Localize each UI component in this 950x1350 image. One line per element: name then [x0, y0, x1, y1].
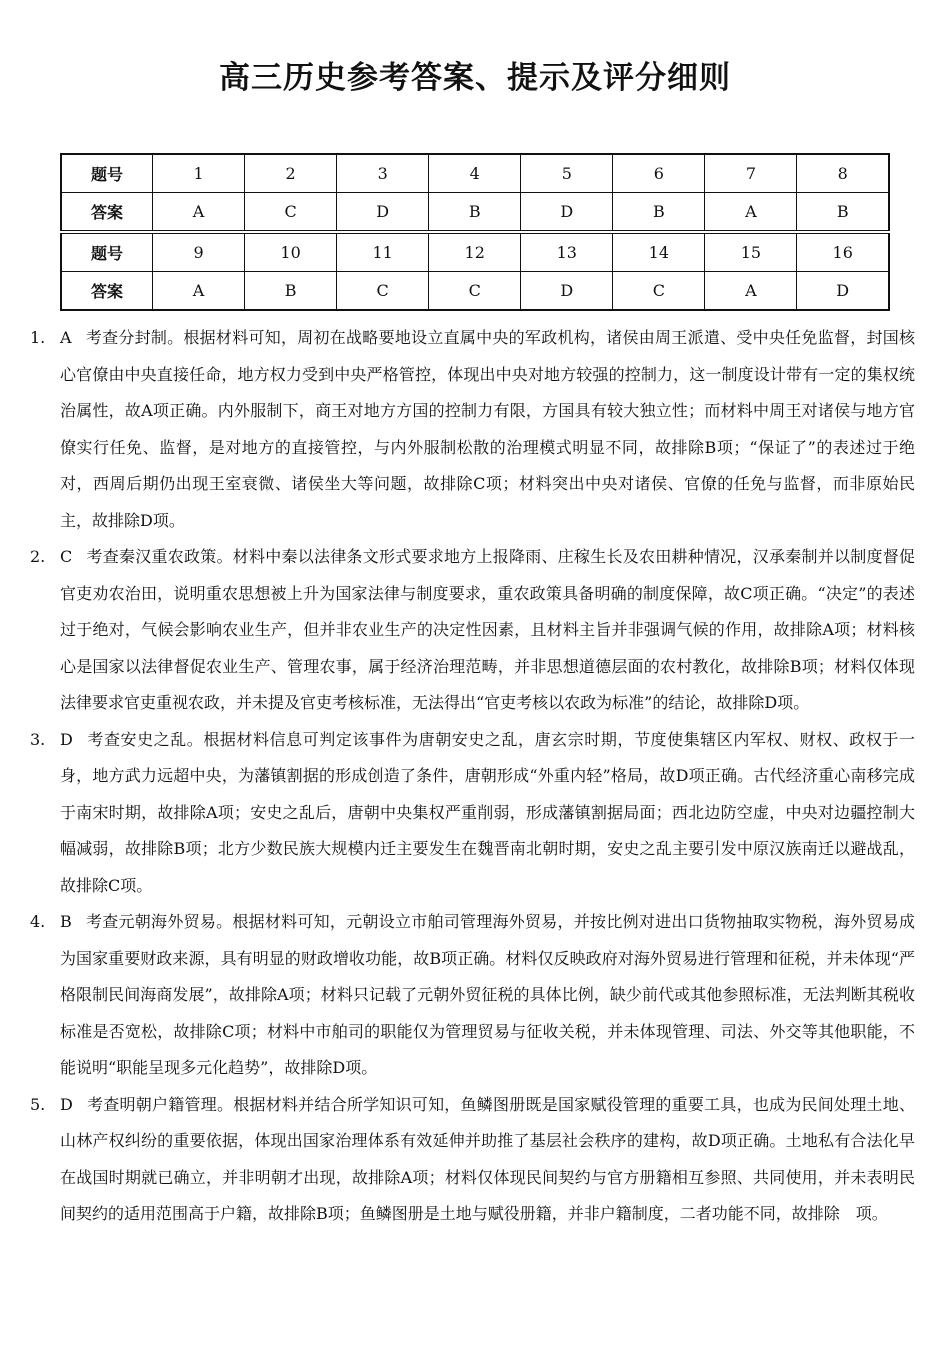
row-label-question: 题号: [61, 154, 153, 193]
explanation-item: [30, 320, 915, 539]
answer-letter: A: [705, 193, 797, 233]
question-number: 7: [705, 154, 797, 193]
item-answer: D: [60, 729, 73, 749]
item-answer: D: [60, 1094, 73, 1114]
question-number: 1: [153, 154, 245, 193]
table-row-questions-1: [61, 154, 889, 193]
explanation-item: [30, 904, 915, 1087]
question-number: 10: [245, 232, 337, 272]
answer-letter: B: [245, 272, 337, 311]
table-row-answers-2: [61, 272, 889, 311]
question-number: 14: [613, 232, 705, 272]
question-number: 16: [797, 232, 889, 272]
answer-letter: D: [521, 193, 613, 233]
item-number: 4.: [30, 912, 46, 931]
row-label-answer: 答案: [61, 193, 153, 233]
question-number: 12: [429, 232, 521, 272]
question-number: 4: [429, 154, 521, 193]
answer-letter: D: [521, 272, 613, 311]
answer-letter: A: [705, 272, 797, 311]
explanation-list: [30, 320, 915, 1233]
item-text: 考查分封制。根据材料可知，周初在战略要地设立直属中央的军政机构，诸侯由周王派遣、受中央任免监督，封国核心官僚由中央直接任命，地方权力受到中央严格管控，体现出中央对地方较强的控制力，这一制度设计带有一定的集权统治属性，故A项正确。内外服制下，商王对地方方国的控制力有限，方国具有较大独立性；而材料中周王对诸侯与地方官僚实行任免、监督，是对地方的直接管控，与内外服制松散的治理模式明显不同，故排除B项；“保证了”的表述过于绝对，西周后期仍出现王室衰微、诸侯坐大等问题，故排除C项；材料突出中央对诸侯、官僚的任免与监督，而非原始民主，故排除D项。: [60, 328, 915, 530]
item-answer: B: [60, 912, 72, 931]
answer-letter: B: [429, 193, 521, 233]
question-number: 11: [337, 232, 429, 272]
question-number: 3: [337, 154, 429, 193]
page-title: 高三历史参考答案、提示及评分细则: [219, 60, 731, 96]
answer-letter: C: [245, 193, 337, 233]
answer-letter: C: [429, 272, 521, 311]
answer-letter: A: [153, 193, 245, 233]
item-text: 考查安史之乱。根据材料信息可判定该事件为唐朝安史之乱，唐玄宗时期，节度使集辖区内军权、财权、政权于一身，地方武力远超中央，为藩镇割据的形成创造了条件，唐朝形成“外重内轻”格局，故D项正确。古代经济重心南移完成于南宋时期，故排除A项；安史之乱后，唐朝中央集权严重削弱，形成藩镇割据局面；西北边防空虚，中央对边疆控制大幅减弱，故排除B项；北方少数民族大规模内迁主要发生在魏晋南北朝时期，安史之乱主要引发中原汉族南迁以避战乱，故排除C项。: [60, 729, 915, 895]
item-text: 考查元朝海外贸易。根据材料可知，元朝设立市舶司管理海外贸易，并按比例对进出口货物抽取实物税，海外贸易成为国家重要财政来源，具有明显的财政增收功能，故B项正确。材料仅反映政府对海外贸易进行管理和征税，并未体现“严格限制民间海商发展”，故排除A项；材料只记载了元朝外贸征税的具体比例，缺少前代或其他参照标准，无法判断其税收标准是否宽松，故排除C项；材料中市舶司的职能仅为管理贸易与征收关税，并未体现管理、司法、外交等其他职能，不能说明“职能呈现多元化趋势”，故排除D项。: [60, 912, 915, 1077]
item-number: 2.: [30, 547, 46, 566]
question-number: 13: [521, 232, 613, 272]
question-number: 8: [797, 154, 889, 193]
answer-letter: D: [337, 193, 429, 233]
explanation-item: [30, 722, 915, 905]
item-number: 5.: [30, 1094, 46, 1114]
item-text: 考查明朝户籍管理。根据材料并结合所学知识可知，鱼鳞图册既是国家赋役管理的重要工具，也成为民间处理土地、山林产权纠纷的重要依据，体现出国家治理体系有效延伸并助推了基层社会秩序的建构，故D项正确。土地私有合法化早在战国时期就已确立，并非明朝才出现，故排除A项；材料仅体现民间契约与官方册籍相互参照、共同使用，并未表明民间契约的适用范围高于户籍，故排除B项；鱼鳞图册是土地与赋役册籍，并非户籍制度，二者功能不同，故排除 项。: [60, 1094, 915, 1223]
item-answer: A: [60, 328, 72, 347]
answer-letter: C: [337, 272, 429, 311]
table-row-questions-2: [61, 232, 889, 272]
question-number: 15: [705, 232, 797, 272]
question-number: 5: [521, 154, 613, 193]
item-text: 考查秦汉重农政策。材料中秦以法律条文形式要求地方上报降雨、庄稼生长及农田耕种情况，汉承秦制并以制度督促官吏劝农治田，说明重农思想被上升为国家法律与制度要求，重农政策具备明确的制度保障，故C项正确。“决定”的表述过于绝对，气候会影响农业生产，但并非农业生产的决定性因素，且材料主旨并非强调气候的作用，故排除A项；材料核心是国家以法律督促农业生产、管理农事，属于经济治理范畴，并非思想道德层面的农村教化，故排除B项；材料仅体现法律要求官吏重视农政，并未提及官吏考核标准，无法得出“官吏考核以农政为标准”的结论，故排除D项。: [60, 547, 915, 712]
question-number: 6: [613, 154, 705, 193]
explanation-item: [30, 1087, 915, 1233]
answer-letter: B: [613, 193, 705, 233]
row-label-answer: 答案: [61, 272, 153, 311]
answer-letter: C: [613, 272, 705, 311]
answer-letter: D: [797, 272, 889, 311]
answer-letter: B: [797, 193, 889, 233]
answer-key-table: [60, 153, 890, 311]
answer-letter: A: [153, 272, 245, 311]
question-number: 9: [153, 232, 245, 272]
item-answer: C: [60, 547, 73, 566]
row-label-question: 题号: [61, 232, 153, 272]
explanation-item: [30, 539, 915, 722]
item-number: 3.: [30, 729, 46, 749]
item-number: 1.: [30, 328, 46, 347]
table-row-answers-1: [61, 193, 889, 233]
question-number: 2: [245, 154, 337, 193]
